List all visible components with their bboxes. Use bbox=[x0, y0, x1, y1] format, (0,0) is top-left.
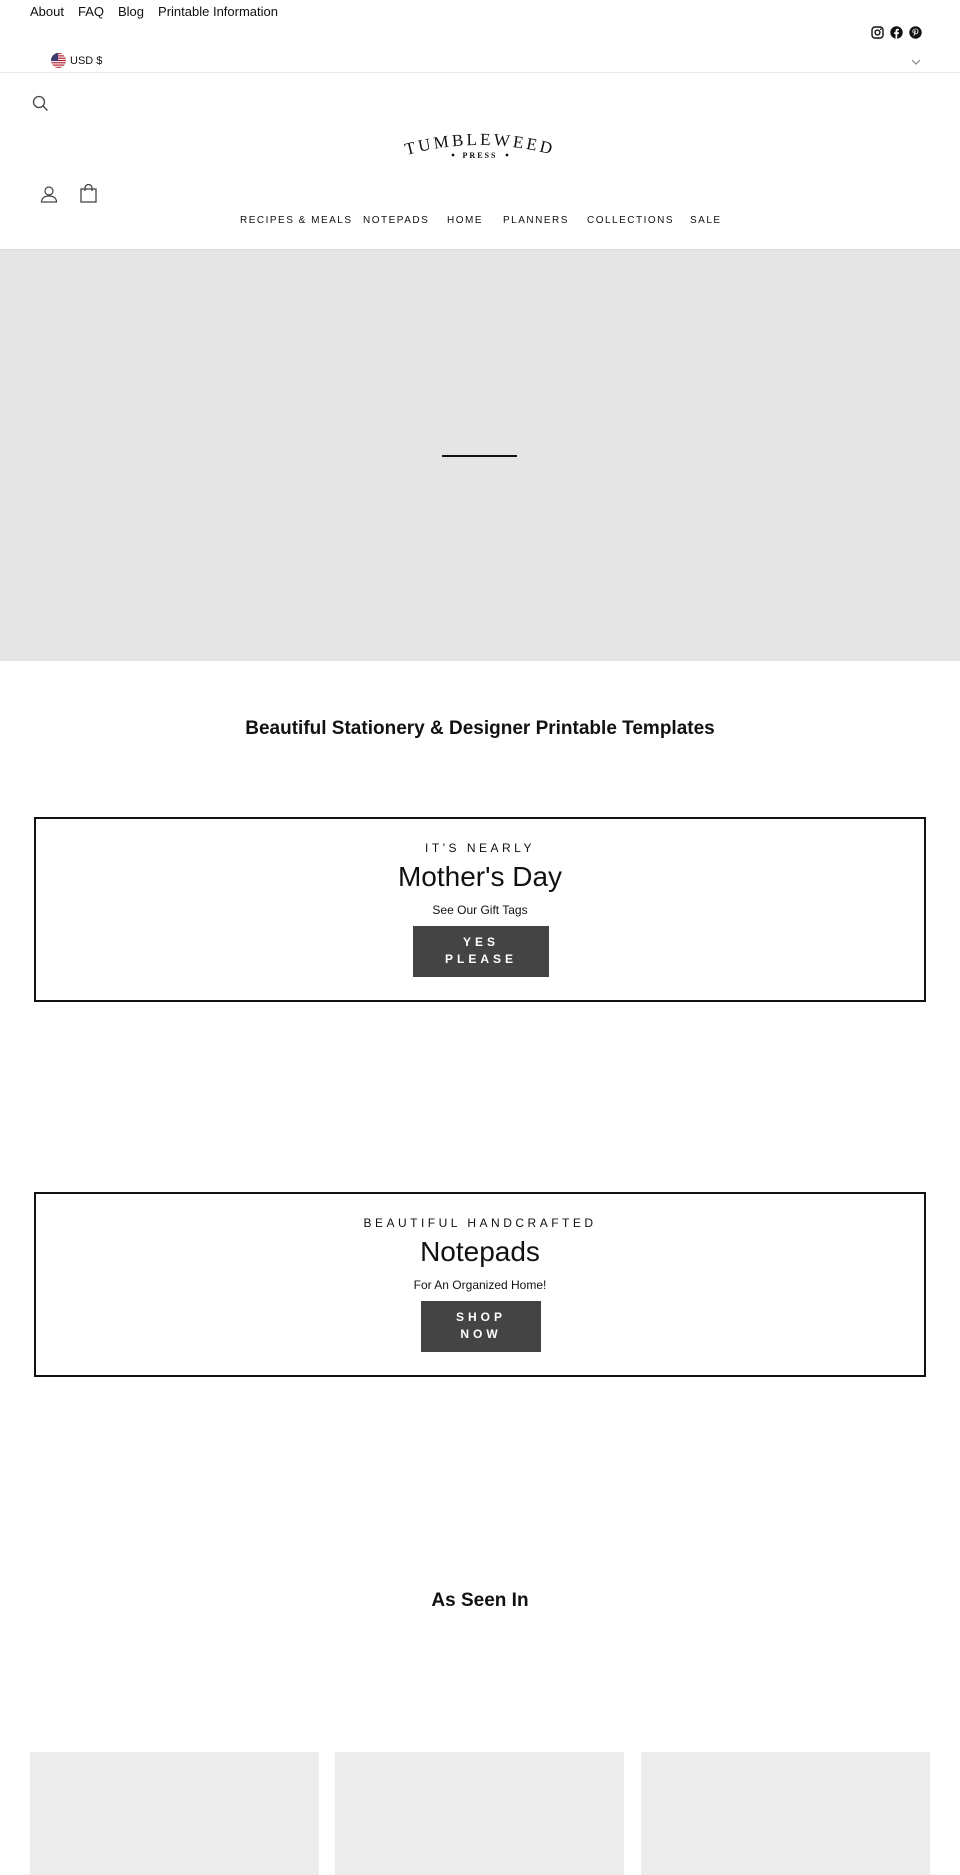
nav-home[interactable]: HOME bbox=[447, 215, 483, 226]
pinterest-icon[interactable] bbox=[909, 26, 922, 39]
nav-collections[interactable]: COLLECTIONS bbox=[587, 215, 675, 226]
top-link-blog[interactable]: Blog bbox=[118, 4, 145, 19]
promo-headline: Notepads bbox=[420, 1236, 540, 1267]
promo-subtext: For An Organized Home! bbox=[413, 1278, 547, 1292]
top-utility-bar bbox=[0, 0, 960, 73]
top-link-printable-information[interactable]: Printable Information bbox=[158, 4, 278, 19]
currency-label: USD $ bbox=[70, 54, 103, 67]
social-links bbox=[871, 26, 922, 39]
promo-mothers-day bbox=[34, 817, 926, 1002]
nav-planners[interactable]: PLANNERS bbox=[503, 215, 569, 226]
promo-subtext: See Our Gift Tags bbox=[432, 903, 528, 917]
nav-recipes-meals[interactable]: RECIPES & MEALS bbox=[240, 215, 353, 226]
nav-notepads[interactable]: NOTEPADS bbox=[363, 215, 430, 226]
top-link-about[interactable]: About bbox=[30, 4, 64, 19]
search-icon[interactable] bbox=[32, 95, 49, 112]
account-icon[interactable] bbox=[40, 185, 58, 203]
top-link-faq[interactable]: FAQ bbox=[77, 4, 104, 19]
instagram-icon[interactable] bbox=[871, 26, 884, 39]
main-navigation bbox=[0, 215, 960, 229]
button-line: YES bbox=[462, 935, 499, 949]
logo-wordmark: TUMBLEWEED bbox=[402, 129, 558, 159]
yes-please-button[interactable] bbox=[413, 926, 549, 977]
button-line: PLEASE bbox=[444, 952, 517, 966]
shop-now-button[interactable] bbox=[421, 1301, 541, 1352]
facebook-icon[interactable] bbox=[890, 26, 903, 39]
hero-slideshow[interactable] bbox=[0, 249, 960, 661]
nav-sale[interactable]: SALE bbox=[690, 215, 722, 226]
cart-icon[interactable] bbox=[80, 184, 97, 203]
currency-selector[interactable] bbox=[51, 53, 102, 68]
logo-subtitle: PRESS bbox=[462, 151, 498, 160]
press-logo-card bbox=[30, 1752, 319, 1875]
top-links bbox=[30, 4, 292, 20]
button-line: SHOP bbox=[455, 1310, 506, 1324]
us-flag-icon bbox=[51, 53, 66, 68]
chevron-down-icon[interactable] bbox=[910, 55, 922, 67]
hero-loading-bar bbox=[442, 455, 517, 457]
promo-headline: Mother's Day bbox=[397, 861, 563, 892]
press-logo-card bbox=[641, 1752, 930, 1875]
site-tagline: Beautiful Stationery & Designer Printable Templates bbox=[245, 718, 715, 739]
press-logo-card bbox=[335, 1752, 624, 1875]
promo-eyebrow: BEAUTIFUL HANDCRAFTED bbox=[363, 1216, 597, 1230]
promo-notepads bbox=[34, 1192, 926, 1377]
promo-eyebrow: IT'S NEARLY bbox=[425, 841, 535, 855]
site-logo[interactable] bbox=[395, 124, 565, 168]
as-seen-in-title: As Seen In bbox=[431, 1590, 529, 1611]
button-line: NOW bbox=[460, 1327, 502, 1341]
